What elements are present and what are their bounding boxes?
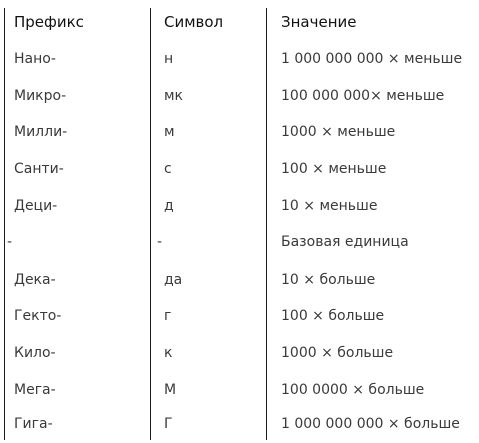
cell-value: 1 000 000 000 × больше xyxy=(281,416,460,432)
table-row xyxy=(0,262,479,298)
cell-prefix: Нано- xyxy=(14,51,56,67)
cell-prefix: Деци- xyxy=(14,198,58,214)
cell-prefix: Гекто- xyxy=(14,308,62,324)
header-prefix: Префикс xyxy=(14,13,84,31)
table-row xyxy=(0,406,479,442)
cell-prefix: - xyxy=(7,234,13,250)
cell-symbol: к xyxy=(164,345,173,361)
cell-prefix: Милли- xyxy=(14,124,68,140)
cell-symbol: м xyxy=(164,124,175,140)
cell-symbol: г xyxy=(164,308,172,324)
cell-value: 1 000 000 000 × меньше xyxy=(281,51,463,67)
cell-prefix: Мега- xyxy=(14,382,56,398)
cell-symbol: Г xyxy=(164,416,173,432)
cell-symbol: д xyxy=(164,198,174,214)
cell-symbol: да xyxy=(164,272,183,288)
table-row xyxy=(0,224,479,260)
cell-value: 1000 × больше xyxy=(281,345,394,361)
table-row xyxy=(0,335,479,371)
table-row xyxy=(0,78,479,114)
cell-value: 10 × меньше xyxy=(281,198,378,214)
cell-symbol: н xyxy=(164,51,174,67)
cell-prefix: Кило- xyxy=(14,345,56,361)
cell-prefix: Гига- xyxy=(14,416,53,432)
table-row xyxy=(0,151,479,187)
cell-value: 100 × больше xyxy=(281,308,385,324)
cell-symbol: с xyxy=(164,161,172,177)
cell-symbol: мк xyxy=(164,88,184,104)
cell-value: 100 × меньше xyxy=(281,161,387,177)
cell-value: 10 × больше xyxy=(281,272,376,288)
cell-prefix: Санти- xyxy=(14,161,64,177)
table-row xyxy=(0,41,479,77)
cell-prefix: Дека- xyxy=(14,272,56,288)
cell-symbol: М xyxy=(164,382,177,398)
table-row xyxy=(0,188,479,224)
table-row xyxy=(0,372,479,408)
table-header xyxy=(0,4,479,40)
table-row xyxy=(0,298,479,334)
header-value: Значение xyxy=(281,13,357,31)
cell-prefix: Микро- xyxy=(14,88,67,104)
cell-value: 1000 × меньше xyxy=(281,124,396,140)
header-symbol: Символ xyxy=(164,13,224,31)
cell-symbol: - xyxy=(157,234,163,250)
table-row xyxy=(0,114,479,150)
cell-value: 100 0000 × больше xyxy=(281,382,425,398)
cell-value: 100 000 000× меньше xyxy=(281,88,445,104)
cell-value: Базовая единица xyxy=(281,234,409,250)
